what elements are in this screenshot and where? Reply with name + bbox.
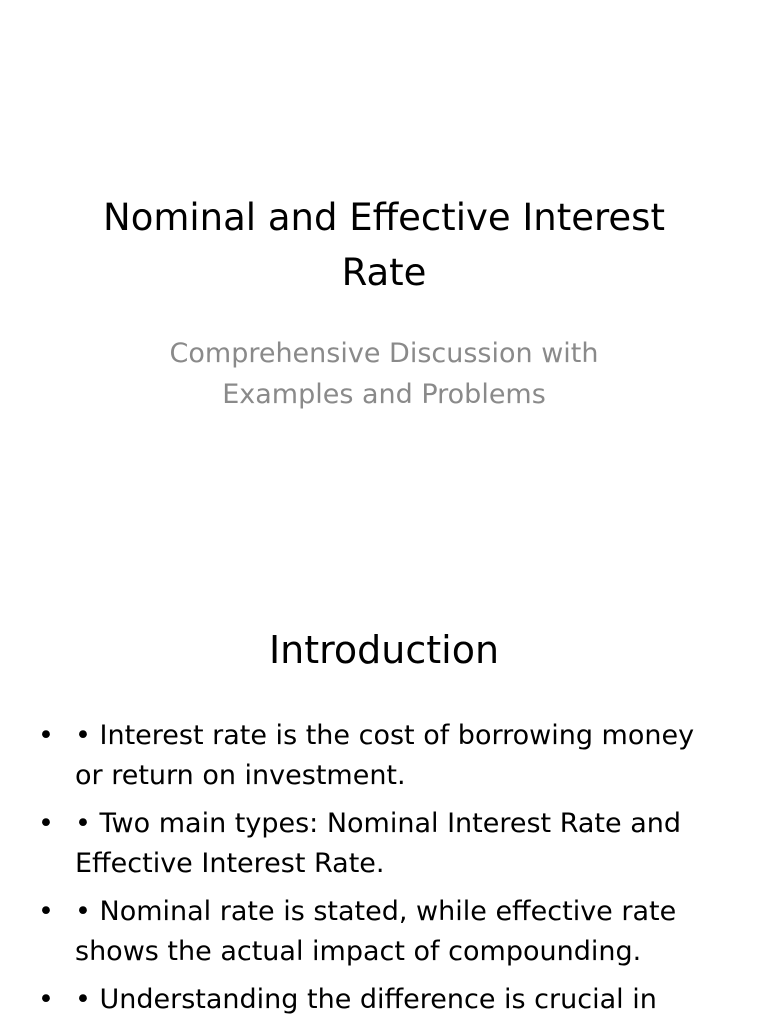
bullet-text: • Nominal rate is stated, while effective rate shows the actual impact of compounding. xyxy=(75,896,677,967)
bullet-icon: • xyxy=(38,720,54,751)
bullet-item xyxy=(38,892,728,972)
bullet-item xyxy=(38,716,728,796)
bullet-icon: • xyxy=(38,896,54,927)
slide-subtitle: Comprehensive Discussion with Examples and Problems xyxy=(169,338,599,410)
bullet-text: • Interest rate is the cost of borrowing money or return on investment. xyxy=(75,720,695,791)
bullet-list xyxy=(38,716,728,1024)
bullet-text: • Understanding the difference is crucial in xyxy=(75,984,657,1015)
introduction-heading: Introduction xyxy=(268,628,500,672)
introduction-slide xyxy=(0,576,768,1024)
bullet-text: • Two main types: Nominal Interest Rate and Effective Interest Rate. xyxy=(75,808,681,879)
slide-title: Nominal and Effective Interest Rate xyxy=(103,196,665,294)
bullet-item xyxy=(38,804,728,884)
bullet-icon: • xyxy=(38,984,54,1015)
bullet-item xyxy=(38,980,728,1020)
bullet-icon: • xyxy=(38,808,54,839)
